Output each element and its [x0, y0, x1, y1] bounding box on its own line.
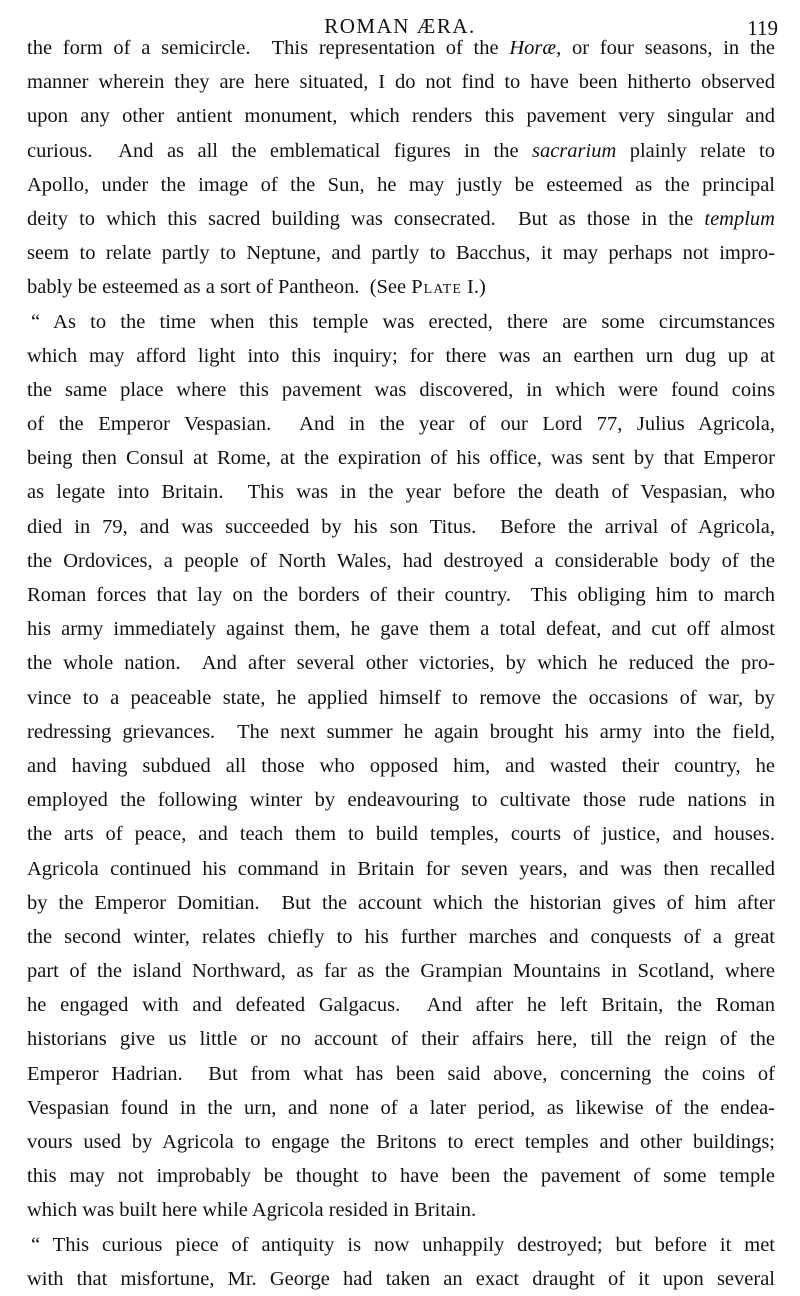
text-line [27, 612, 775, 646]
text-line [27, 407, 775, 441]
text-segment: I.) [461, 276, 486, 299]
text-segment: curious. And as all the emblematical figures in the [27, 139, 532, 162]
text-segment: of the Emperor Vespasian. And in the year of our Lord 77, Julius Agricola, [27, 413, 775, 436]
text-line [27, 65, 775, 99]
text-line [27, 1228, 775, 1262]
text-segment: the form of a semicircle. This representation of the [27, 37, 510, 59]
text-line [27, 168, 775, 202]
text-segment: died in 79, and was succeeded by his son Titus. Before the arrival of Agricola, [27, 515, 775, 538]
text-segment: by the Emperor Domitian. But the account which the historian gives of him after [27, 891, 775, 914]
text-segment: which was built here while Agricola resided in Britain. [27, 1199, 477, 1222]
text-line [27, 236, 775, 270]
text-line [27, 988, 775, 1022]
body-text [27, 31, 775, 1296]
italic-term: sacrarium [531, 139, 617, 162]
text-segment: upon any other antient monument, which renders this pavement very singular and [27, 105, 775, 128]
text-line [27, 1159, 775, 1193]
text-segment: employed the following winter by endeavouring to cultivate those rude nations in [27, 789, 775, 812]
text-segment: deity to which this sacred building was consecrated. But as those in the [27, 207, 705, 230]
text-line [27, 305, 775, 339]
text-segment: Emperor Hadrian. But from what has been said above, concerning the coins of [27, 1062, 775, 1085]
plate-reference: Plate [411, 276, 462, 299]
text-line [27, 749, 775, 783]
text-line [27, 31, 775, 65]
text-segment: bably be esteemed as a sort of Pantheon. (See [27, 276, 412, 299]
text-segment: vours used by Agricola to engage the Britons to erect temples and other buildings; [27, 1131, 775, 1153]
text-line [27, 852, 775, 886]
italic-term: Horæ [509, 37, 557, 59]
text-segment: Agricola continued his command in Britain for seven years, and was then recalled [27, 857, 775, 880]
text-line [27, 339, 775, 373]
text-line [27, 475, 775, 509]
text-line [27, 886, 775, 920]
text-segment: the whole nation. And after several other victories, by which he reduced the pro- [27, 652, 775, 675]
text-line [27, 1022, 775, 1056]
text-segment: “ This curious piece of antiquity is now unhappily destroyed; but before it met [31, 1233, 775, 1256]
text-line [27, 715, 775, 749]
text-line [27, 1091, 775, 1125]
text-line [27, 1193, 775, 1227]
text-segment: plainly relate to [616, 139, 775, 162]
text-line [27, 817, 775, 851]
text-segment: vince to a peaceable state, he applied himself to remove the occasions of war, by [27, 686, 775, 709]
text-segment: the Ordovices, a people of North Wales, had destroyed a considerable body of the [27, 549, 775, 572]
text-line [27, 646, 775, 680]
text-segment: redressing grievances. The next summer he again brought his army into the field, [27, 720, 775, 743]
text-segment: the arts of peace, and teach them to build temples, courts of justice, and houses. [27, 823, 775, 846]
text-segment: “ As to the time when this temple was erected, there are some circumstances [31, 310, 775, 333]
text-segment: which may afford light into this inquiry; for there was an earthen urn dug up at [27, 344, 775, 367]
text-segment: part of the island Northward, as far as the Grampian Mountains in Scotland, where [27, 960, 775, 983]
text-segment: the second winter, relates chiefly to his further marches and conquests of a great [27, 925, 775, 948]
text-segment: he engaged with and defeated Galgacus. And after he left Britain, the Roman [27, 994, 775, 1017]
text-line [27, 270, 775, 304]
text-segment: being then Consul at Rome, at the expiration of his office, was sent by that Emperor [27, 447, 775, 470]
text-line [27, 373, 775, 407]
text-segment: this may not improbably be thought to have been the pavement of some temple [27, 1165, 775, 1188]
text-line [27, 920, 775, 954]
text-segment: and having subdued all those who opposed him, and wasted their country, he [27, 754, 775, 777]
text-segment: manner wherein they are here situated, I do not find to have been hitherto observed [27, 71, 775, 94]
text-segment: , or four seasons, in the [556, 37, 775, 59]
text-segment: his army immediately against them, he gave them a total defeat, and cut off almost [27, 618, 775, 641]
text-segment: the same place where this pavement was discovered, in which were found coins [27, 378, 775, 401]
text-line [27, 681, 775, 715]
italic-term: templum [704, 207, 775, 230]
text-line [27, 1057, 775, 1091]
text-line [27, 99, 775, 133]
text-line [27, 1262, 775, 1296]
text-line [27, 544, 775, 578]
text-segment: Roman forces that lay on the borders of their country. This obliging him to march [27, 584, 775, 606]
text-segment: Apollo, under the image of the Sun, he may justly be esteemed as the principal [27, 173, 775, 196]
text-line [27, 1125, 775, 1159]
text-line [27, 202, 775, 236]
text-line [27, 578, 775, 612]
text-line [27, 134, 775, 168]
running-title: ROMAN ÆRA. [324, 14, 476, 38]
text-segment: historians give us little or no account of their affairs here, till the reign of the [27, 1028, 775, 1051]
text-line [27, 441, 775, 475]
text-segment: Vespasian found in the urn, and none of a later period, as likewise of the endea- [27, 1096, 775, 1119]
page-number: 119 [747, 16, 778, 40]
text-segment: with that misfortune, Mr. George had taken an exact draught of it upon several [27, 1267, 775, 1290]
text-segment: as legate into Britain. This was in the year before the death of Vespasian, who [27, 481, 775, 504]
text-line [27, 954, 775, 988]
text-line [27, 783, 775, 817]
text-line [27, 510, 775, 544]
text-segment: seem to relate partly to Neptune, and partly to Bacchus, it may perhaps not impro- [27, 242, 775, 265]
